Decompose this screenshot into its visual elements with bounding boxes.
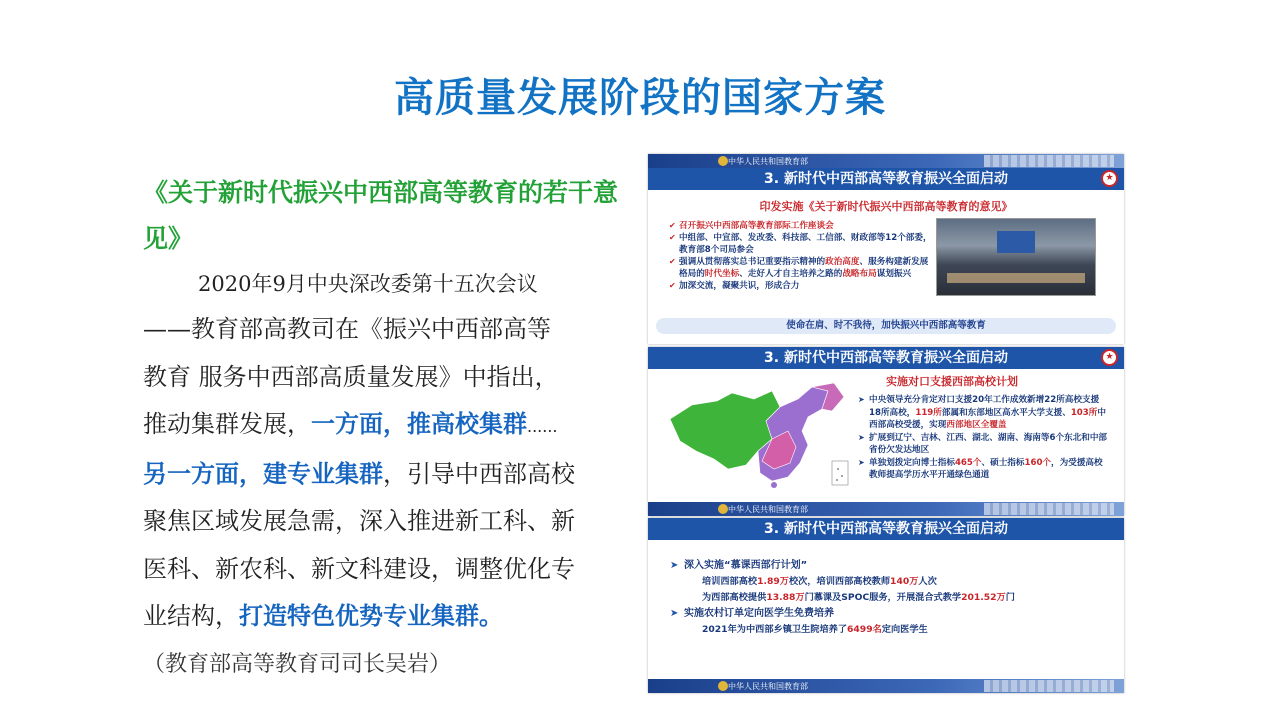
bullet-text: 召开振兴中西部高等教育部际工作座谈会: [679, 221, 834, 231]
panel-subtitle: 印发实施《关于新时代振兴中西部高等教育的意见》: [759, 200, 1013, 213]
bullet-highlight: 战略布局: [842, 269, 877, 279]
text-line-7: [143, 593, 628, 641]
line-highlight: 140万: [890, 576, 919, 587]
text-line-3: [143, 401, 628, 451]
support-plan-text: [858, 373, 1110, 482]
bullet-item: [670, 280, 932, 292]
item-highlight: 465个: [954, 457, 982, 468]
section-title: 3. 新时代中西部高等教育振兴全面启动: [764, 171, 1008, 187]
ministry-logo-icon: ★: [1101, 170, 1118, 187]
text-line-1: ——教育部高教司在《振兴中西部高等: [143, 315, 551, 343]
bullet-text: 、走好人才自主培养之路的: [739, 269, 843, 279]
arrow-item: [858, 432, 1110, 457]
panel-paired-support: [648, 347, 1124, 516]
text-line-4: [143, 451, 628, 499]
detail-line: [684, 590, 1124, 606]
line-highlight: 13.88万: [766, 592, 805, 603]
arrow-heading: ➤ 深入实施“慕课西部行计划”: [684, 558, 1124, 574]
ministry-name: 中华人民共和国教育部: [728, 156, 808, 166]
line-text: 2021年为中西部乡镇卫生院培养了: [702, 624, 848, 635]
bullet-text: 、服务构建新发展格局的: [679, 257, 929, 279]
panel-subtitle: 实施对口支援西部高校计划: [886, 375, 1018, 388]
building-graphic: [984, 503, 1114, 515]
building-graphic: [984, 155, 1114, 167]
line-highlight: 201.52万: [961, 592, 1006, 603]
item-text: 部属和东部地区高水平大学支援、: [941, 407, 1071, 418]
panel-policy-release: [648, 154, 1124, 344]
arrow-item: [858, 394, 1110, 432]
bullet-list: [670, 220, 932, 292]
line-text: 人次: [918, 576, 937, 587]
china-map-graphic: [662, 381, 852, 491]
item-text: 单独划拨定向博士指标: [869, 457, 955, 468]
national-emblem-icon: [718, 681, 728, 691]
item-highlight: 119所: [915, 407, 942, 418]
highlight-university-cluster: 一方面，推高校集群: [311, 410, 527, 438]
item-highlight: 西部地区全覆盖: [946, 420, 1007, 430]
section-header: [648, 347, 1124, 369]
text-line-2: 教育 服务中西部高质量发展》中指出，: [143, 362, 559, 391]
highlight-major-cluster: 另一方面，建专业集群: [143, 459, 383, 488]
document-title: 《关于新时代振兴中西部高等教育的若干意见》: [143, 178, 619, 253]
photo-table: [947, 273, 1085, 283]
photo-screen: [997, 231, 1035, 253]
section-title: 3. 新时代中西部高等教育振兴全面启动: [764, 521, 1008, 537]
meeting-line: 2020年9月中央深改委第十五次会议: [198, 272, 538, 296]
building-graphic: [984, 680, 1114, 692]
slide-title: 高质量发展阶段的国家方案: [394, 75, 886, 121]
text-segment: 业结构，: [143, 602, 239, 630]
left-text-block: [143, 170, 628, 688]
line-highlight: 6499名: [847, 624, 882, 635]
item-text: 扩展到辽宁、吉林、江西、湖北、湖南、海南等6个东北和中部省份欠发达地区: [869, 432, 1108, 455]
line-text: 门慕课及SPOC服务，开展混合式教学: [804, 592, 962, 603]
ministry-footer: [648, 502, 1124, 516]
arrow-item: [858, 457, 1110, 482]
line-text: 培训西部高校: [702, 576, 758, 587]
panel-mooc-plan: [648, 518, 1124, 693]
source-attribution: （教育部高等教育司司长吴岩）: [143, 651, 452, 677]
arrow-heading: ➤ 实施农村订单定向医学生免费培养: [684, 606, 1124, 622]
item-text: 中西部高校受援，实现: [869, 407, 1106, 430]
ministry-name: 中华人民共和国教育部: [728, 681, 808, 691]
bullet-text: 中组部、中宣部、发改委、科技部、工信部、财政部等12个部委，教育部8个司局参会: [679, 233, 932, 255]
item-highlight: 103所: [1070, 407, 1098, 418]
text-segment: ，引导中西部高校: [383, 459, 575, 488]
section-header: [648, 168, 1124, 190]
line-text: 门: [1005, 592, 1015, 603]
line-highlight: 1.89万: [757, 576, 789, 587]
bullet-item: [670, 256, 932, 280]
item-text: ，为受援高校教师提高学历水平开通绿色通道: [869, 457, 1103, 480]
bullet-text: 谋划振兴: [876, 269, 912, 279]
section-title: 3. 新时代中西部高等教育振兴全面启动: [764, 350, 1008, 366]
line-text: 定向医学生: [881, 624, 928, 635]
text-line-6: 医科、新农科、新文科建设，调整优化专: [143, 554, 575, 583]
meeting-photo: [936, 218, 1096, 296]
ministry-footer: [648, 679, 1124, 693]
map-south-sea-inset: [832, 461, 848, 485]
section-header: [648, 518, 1124, 540]
line-text: 为西部高校提供: [702, 592, 767, 603]
highlight-featured-clusters: 打造特色优势专业集群。: [239, 602, 503, 630]
bullet-text: 强调从贯彻落实总书记重要指示精神的: [679, 257, 826, 267]
panel-body: [648, 369, 1124, 502]
bullet-item: [670, 232, 932, 256]
ministry-logo-icon: ★: [1101, 349, 1118, 366]
detail-line: [684, 574, 1124, 590]
item-text: 、硕士指标: [981, 457, 1025, 468]
item-highlight: 160个: [1024, 457, 1052, 468]
panel-body: [648, 540, 1124, 638]
ministry-header: [648, 154, 1124, 168]
text-line-5: 聚焦区域发展急需，深入推进新工科、新: [143, 507, 575, 535]
ellipsis: ......: [527, 417, 558, 436]
national-emblem-icon: [718, 156, 728, 166]
detail-line: [684, 622, 1124, 638]
national-emblem-icon: [718, 504, 728, 514]
text-segment: 推动集群发展，: [143, 410, 311, 438]
bullet-item: [670, 220, 932, 232]
map-island: [771, 482, 777, 488]
slogan-banner: 使命在肩、时不我待，加快振兴中西部高等教育: [656, 318, 1116, 334]
line-text: 校次，培训西部高校教师: [788, 576, 891, 587]
bullet-text: 加深交流，凝聚共识，形成合力: [679, 281, 800, 291]
ministry-name: 中华人民共和国教育部: [728, 504, 808, 514]
item-text: 中央领导充分肯定对口支援20年工作成效新增22所高校支援18所高校，: [869, 395, 1100, 418]
bullet-highlight: 时代坐标: [704, 269, 740, 279]
panel-body: [648, 220, 1124, 318]
bullet-highlight: 政治高度: [825, 257, 860, 267]
